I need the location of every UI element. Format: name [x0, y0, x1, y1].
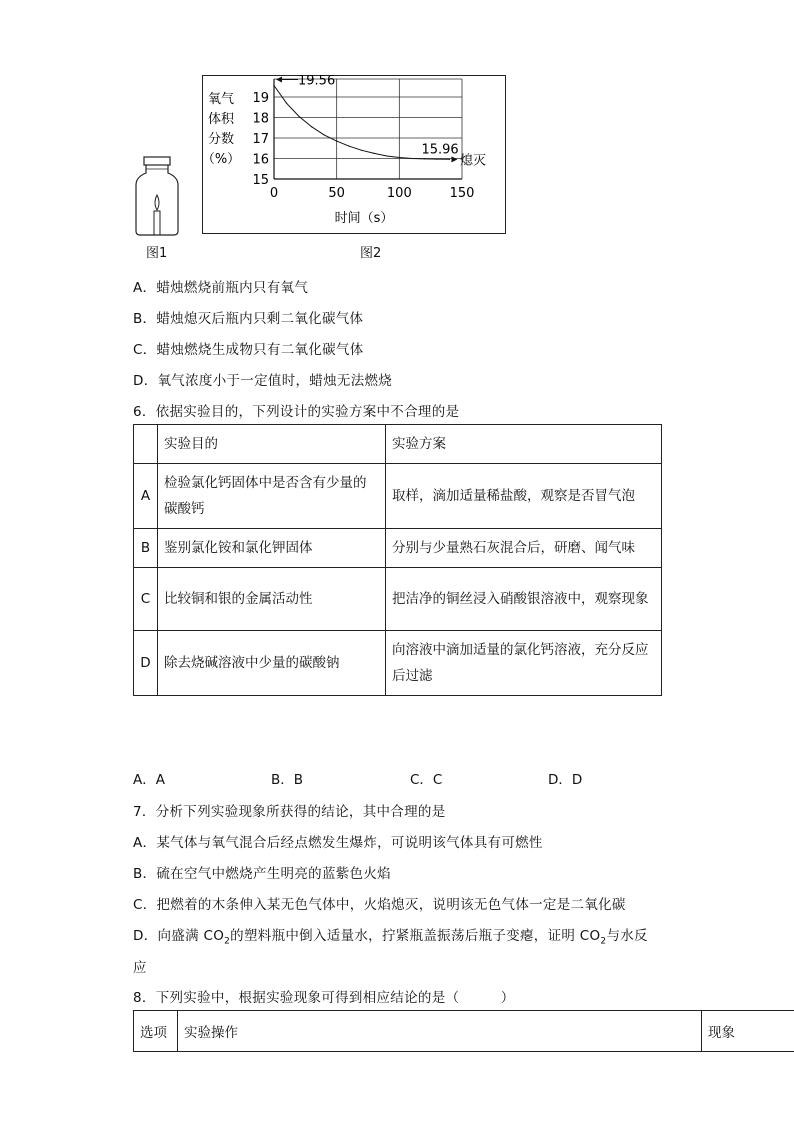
y-label-line: 体积 — [207, 112, 235, 127]
q6-option-a: A．A — [133, 772, 165, 788]
header-phenomenon: 现象 — [702, 1011, 794, 1052]
header-option: 选项 — [134, 1011, 178, 1052]
row-purpose: 鉴别氯化铵和氯化钾固体 — [158, 529, 386, 568]
bottle-stopper — [144, 157, 170, 165]
q8-table — [133, 1010, 794, 1052]
row-plan: 取样，滴加适量稀盐酸，观察是否冒气泡 — [386, 464, 662, 529]
y-tick-label: 18 — [252, 111, 269, 127]
data-point — [273, 85, 274, 86]
data-point — [399, 157, 400, 158]
x-tick-label: 0 — [269, 186, 279, 201]
data-point — [424, 158, 425, 159]
figure-1-label: 图1 — [146, 246, 168, 261]
q6-option-b: B．B — [271, 772, 304, 788]
y-label-line: 分数 — [207, 132, 235, 147]
x-tick-label: 150 — [449, 186, 475, 201]
q5-option-c: C．蜡烛燃烧生成物只有二氧化碳气体 — [133, 342, 364, 358]
data-point — [411, 158, 412, 159]
row-key: C — [134, 568, 158, 631]
subscript: 2 — [600, 936, 607, 947]
q7-option-d — [133, 924, 648, 947]
figure-1-bottle — [132, 155, 182, 237]
chart-grid — [274, 79, 462, 179]
data-point — [436, 159, 437, 160]
annotation-label: 19.56 — [298, 75, 336, 89]
row-purpose: 除去烧碱溶液中少量的碳酸钠 — [158, 631, 386, 696]
chart-axes — [274, 79, 462, 179]
table-row — [134, 568, 662, 631]
q5-option-d: D．氧气浓度小于一定值时，蜡烛无法燃烧 — [133, 373, 393, 389]
table-header-row — [134, 1011, 794, 1052]
q7-option-d-text: 的塑料瓶中倒入适量水，拧紧瓶盖振荡后瓶子变瘪，证明 CO — [230, 928, 601, 944]
data-point — [361, 150, 362, 151]
table-row — [134, 631, 662, 696]
q8-stem: 8．下列实验中，根据实验现象可得到相应结论的是（ ） — [133, 990, 515, 1006]
data-point — [298, 116, 299, 117]
x-tick-labels — [270, 186, 475, 201]
subscript: 2 — [224, 936, 231, 947]
row-key: B — [134, 529, 158, 568]
q6-option-d: D．D — [548, 772, 583, 788]
candle — [154, 211, 160, 235]
row-plan: 向溶液中滴加适量的氯化钙溶液，充分反应后过滤 — [386, 631, 662, 696]
data-point — [349, 146, 350, 147]
header-plan: 实验方案 — [386, 425, 662, 464]
data-point — [386, 155, 387, 156]
annotation-label: 熄灭 — [460, 153, 487, 169]
row-plan: 把洁净的铜丝浸入硝酸银溶液中，观察现象 — [386, 568, 662, 631]
bottle-body — [136, 165, 178, 235]
y-tick-label: 16 — [252, 152, 269, 168]
x-tick-label: 100 — [386, 186, 412, 201]
figure-2-chart — [202, 75, 506, 234]
data-point — [286, 103, 287, 104]
data-point — [311, 126, 312, 127]
y-tick-labels — [252, 91, 269, 188]
q7-option-b: B．硫在空气中燃烧产生明亮的蓝紫色火焰 — [133, 866, 391, 882]
x-axis-label: 时间（s） — [334, 211, 394, 226]
y-tick-label: 15 — [252, 173, 269, 188]
header-purpose: 实验目的 — [158, 425, 386, 464]
table-row — [134, 464, 662, 529]
y-label-line: 氧气 — [207, 92, 235, 107]
q6-stem: 6．依据实验目的，下列设计的实验方案中不合理的是 — [133, 404, 460, 420]
data-point — [449, 159, 450, 160]
row-purpose: 比较铜和银的金属活动性 — [158, 568, 386, 631]
annotation-arrowhead — [276, 77, 282, 83]
table-row — [134, 529, 662, 568]
annotation-label: 15.96 — [421, 142, 459, 158]
q5-option-b: B．蜡烛熄灭后瓶内只剩二氧化碳气体 — [133, 311, 364, 327]
row-purpose: 检验氯化钙固体中是否含有少量的碳酸钙 — [158, 464, 386, 529]
data-point — [336, 140, 337, 141]
y-axis-label — [202, 92, 240, 167]
q7-option-d-text: 与水反 — [606, 928, 648, 944]
row-key: D — [134, 631, 158, 696]
x-tick-label: 50 — [328, 186, 345, 201]
q6-option-c: C．C — [410, 772, 443, 788]
q7-option-d-text: D．向盛满 CO — [133, 928, 225, 944]
data-point — [374, 153, 375, 154]
q7-option-d-continuation: 应 — [133, 960, 147, 976]
row-plan: 分别与少量熟石灰混合后，研磨、闻气味 — [386, 529, 662, 568]
q6-table — [133, 424, 662, 696]
q7-stem: 7．分析下列实验现象所获得的结论，其中合理的是 — [133, 804, 446, 820]
row-key: A — [134, 464, 158, 529]
q5-option-a: A．蜡烛燃烧前瓶内只有氧气 — [133, 280, 309, 296]
candle-flame-icon — [155, 195, 159, 210]
y-label-line: （%） — [202, 152, 241, 167]
data-point — [324, 134, 325, 135]
table-header-row — [134, 425, 662, 464]
q7-option-c: C．把燃着的木条伸入某无色气体中，火焰熄灭，说明该无色气体一定是二氧化碳 — [133, 897, 626, 913]
q7-option-a: A．某气体与氧气混合后经点燃发生爆炸，可说明该气体具有可燃性 — [133, 835, 543, 851]
figure-2-label: 图2 — [360, 246, 382, 261]
y-tick-label: 19 — [252, 91, 269, 106]
header-key — [134, 425, 158, 464]
header-operation: 实验操作 — [178, 1011, 702, 1052]
y-tick-label: 17 — [252, 132, 269, 147]
